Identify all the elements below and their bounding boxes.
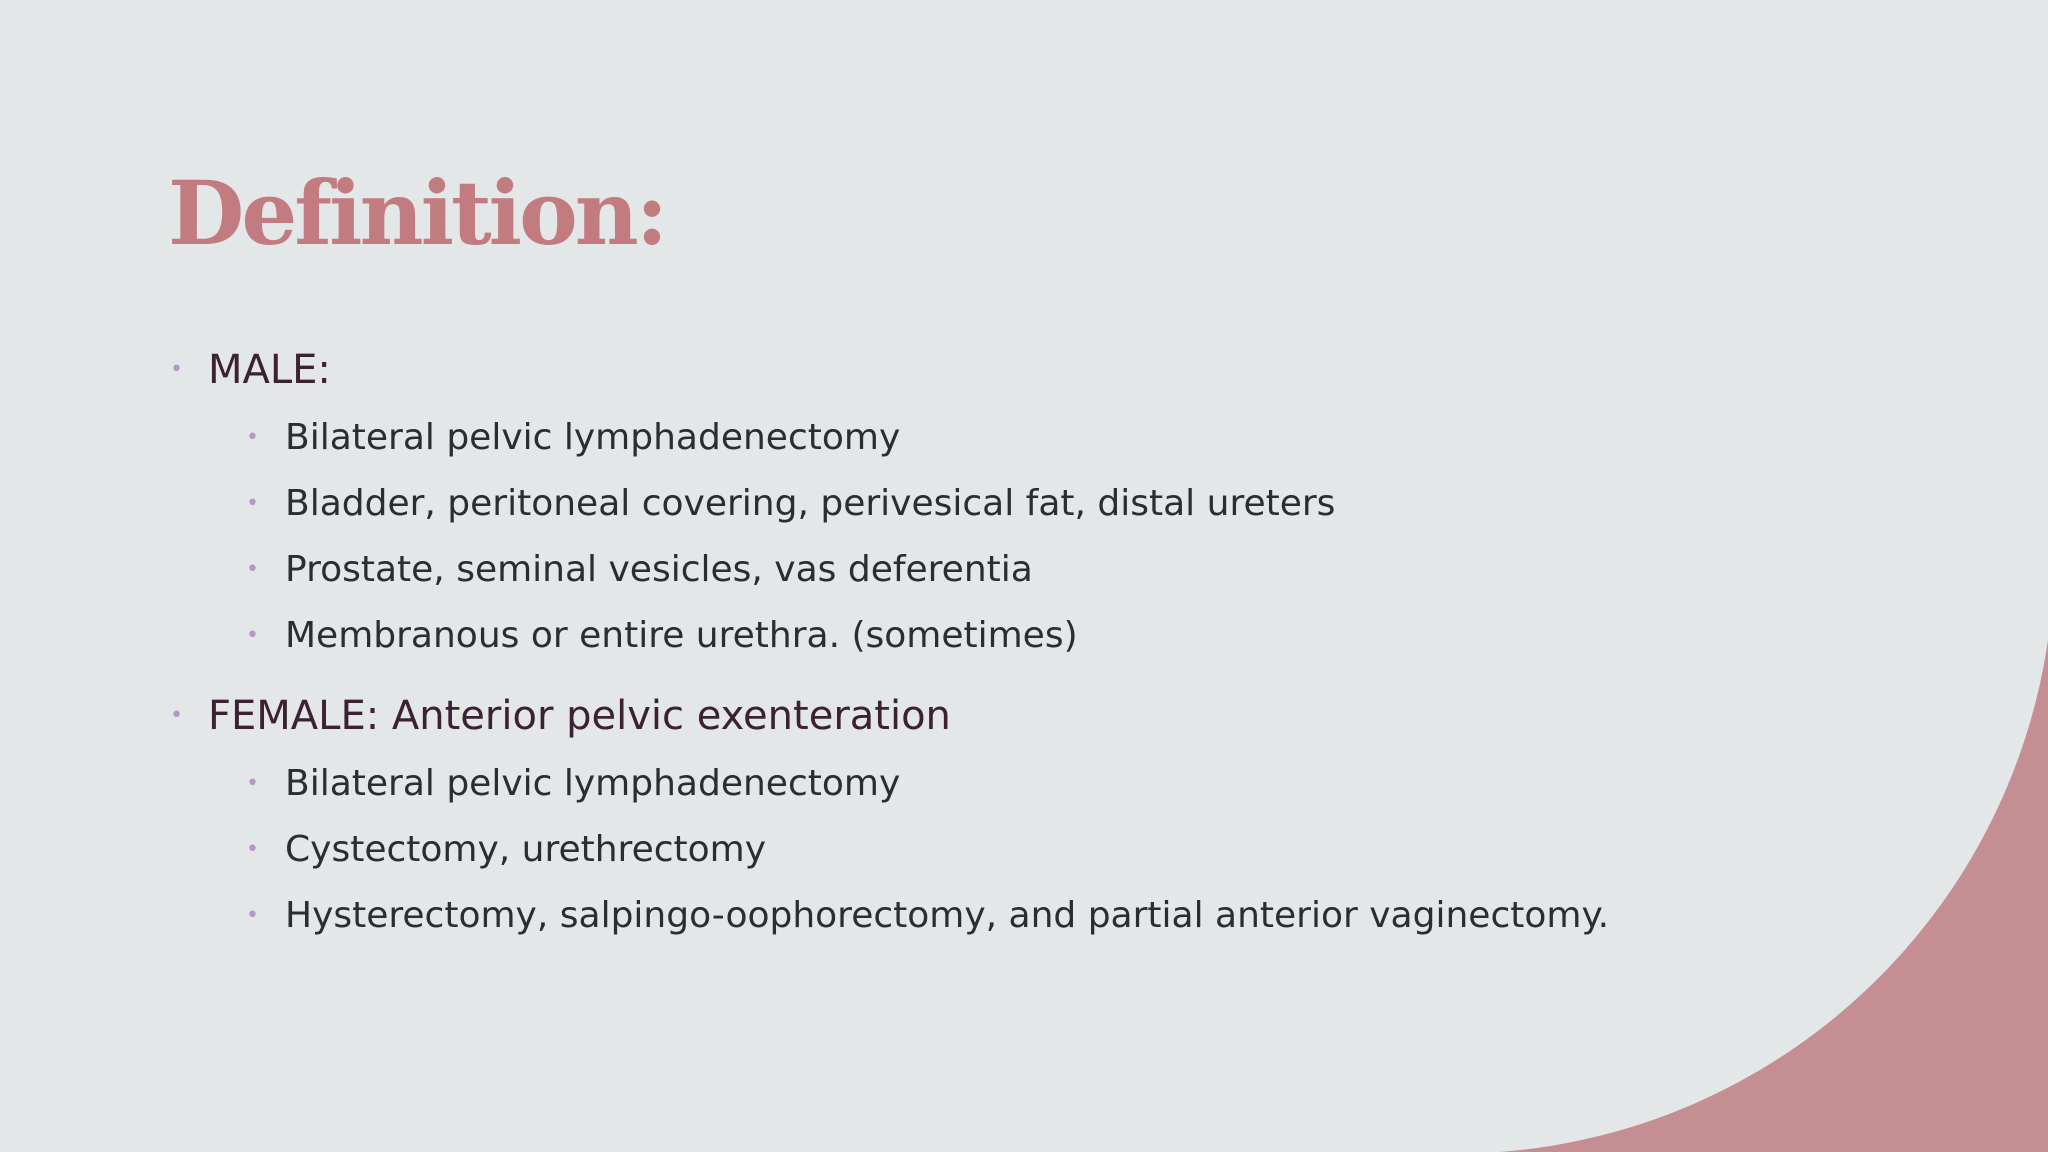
- list-item-text: Bladder, peritoneal covering, perivesical fat, distal ureters: [285, 483, 1336, 524]
- list-item: [168, 603, 1868, 669]
- bullet-icon: •: [246, 903, 259, 928]
- bullet-icon: •: [246, 425, 259, 450]
- bullet-icon: •: [246, 557, 259, 582]
- bullet-icon: •: [246, 771, 259, 796]
- section-heading: MALE:: [208, 347, 331, 393]
- bullet-icon: •: [170, 703, 183, 728]
- bullet-icon: •: [246, 623, 259, 648]
- list-item: [168, 537, 1868, 603]
- bullet-icon: •: [246, 837, 259, 862]
- list-item-male: [168, 337, 1868, 403]
- list-item-text: Hysterectomy, salpingo-oophorectomy, and partial anterior vaginectomy.: [285, 895, 1610, 936]
- section-heading: FEMALE: Anterior pelvic exenteration: [208, 693, 951, 739]
- bullet-icon: •: [246, 491, 259, 516]
- list-item-text: Cystectomy, urethrectomy: [285, 829, 767, 870]
- list-item: [168, 817, 1868, 883]
- list-item: [168, 471, 1868, 537]
- bullet-list: [168, 337, 1868, 949]
- bullet-icon: •: [170, 357, 183, 382]
- list-item-text: Bilateral pelvic lymphadenectomy: [285, 417, 901, 458]
- list-item: [168, 751, 1868, 817]
- list-item: [168, 883, 1868, 949]
- list-item: [168, 405, 1868, 471]
- list-item-text: Bilateral pelvic lymphadenectomy: [285, 763, 901, 804]
- slide-title: Definition:: [168, 161, 666, 265]
- list-item-text: Prostate, seminal vesicles, vas deferentia: [285, 549, 1033, 590]
- list-item-text: Membranous or entire urethra. (sometimes): [285, 615, 1078, 656]
- list-item-female: [168, 683, 1868, 749]
